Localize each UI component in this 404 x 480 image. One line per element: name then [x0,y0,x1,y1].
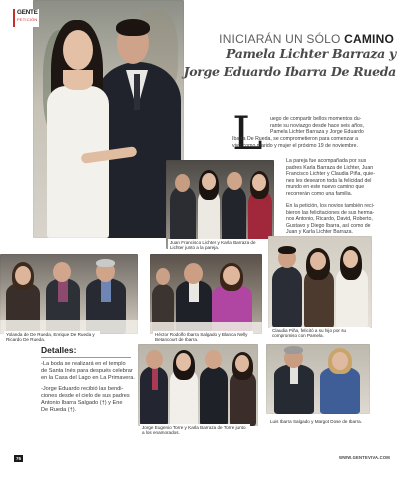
kicker-bold: CAMINO [344,32,394,46]
photo-hector-blanca [150,254,262,334]
details-line: ciones desde el cielo de sus padres [41,393,130,399]
paragraph-1b [232,136,396,149]
p1-line: Pamela Lichter Barraza y Jorge Eduardo [270,129,364,136]
p2-line: La pareja fue acompañada por sus [286,158,367,164]
details-divider [41,357,131,358]
photo-claudia-son [268,236,372,328]
details-line: -Jorge Eduardo recibió las bendi- [41,386,124,392]
couple-names-line2: Jorge Eduardo Ibarra De Rueda [183,64,396,79]
paragraph-3 [286,203,396,236]
p1-line: rante su noviazgo desde hace seis años, [270,122,365,129]
paragraph-1a [270,116,396,136]
caption-jorge: Jorge Eugenio Torre y Karla Barraza de Torre junto a los enamorados. [140,424,250,437]
photo-jorge-karla [138,344,258,426]
p2-line: Francisco Lichter y Claudia Piña, quie- [286,171,375,178]
caption-claudia: Claudia Piña, felicitó a su hijo por su compromiso con Pamela. [270,327,370,340]
p2-line: padres Karla Barraza de Lichter, Juan [286,164,374,171]
paragraph-2 [286,158,396,198]
details-title: Detalles: [41,345,77,355]
p2-line: recorrerán como una familia. [286,190,353,197]
details-item-2 [41,386,137,414]
main-couple-photo [33,0,184,238]
logo-title: GENTE [17,9,38,16]
photo-parents-with-couple [166,160,274,249]
details-line: de Santa Inés para después celebrar [41,368,133,374]
details-item-1 [41,361,137,382]
p1-line: vivir como marido y mujer el próximo 19 de noviembre. [232,142,358,149]
page-number: 76 [16,456,22,461]
magazine-website: WWW.GENTEVIVA.COM [338,455,390,460]
caption-parents: Juan Francisco Lichter y Karla Barraza de Lichter junto a la pareja. [168,239,268,252]
p2-line: nes les desearon toda la felicidad del [286,177,372,184]
p1-line: Ibarra De Rueda, se comprometieron para comenzar a [232,136,359,142]
p2-line: mundo en este nuevo camino que [286,184,365,191]
article-kicker [208,32,394,46]
p3-line: En la petición, los novios también reci- [286,203,375,209]
kicker-light: INICIARÁN UN SÓLO [219,32,341,46]
caption-yolanda: Yolanda de De Rueda, Enrique De Rueda y Ricardo De Rueda. [4,331,100,344]
details-line: en la Casa del Lago en La Primavera. [41,375,135,381]
p3-line: Gustavo y Diego Ibarra, así como de [286,222,371,229]
caption-hector: Héctor Rodolfo Ibarra Salgado y Blanca Nelly Betancourt de Ibarra. [153,331,253,344]
p3-line: Juan y Karla Lichter Barraza. [286,229,353,236]
p1-line: uego de compartir bellos momentos du- [270,116,362,122]
details-line: De Rueda (†). [41,407,77,413]
couple-names-line1: Pamela Lichter Barraza y [226,46,396,61]
photo-luis-margot [266,344,370,414]
p3-line: bieron las felicitaciones de sus herma- [286,209,375,216]
drop-cap: L [232,106,263,160]
details-line: Antonio Ibarra Salgado (†) y Ene [41,400,123,406]
p3-line: nos Antonio, Ricardo, David, Roberto, [286,216,373,223]
photo-yolanda-enrique-ricardo [0,254,138,334]
caption-luis: Luis Ibarra Salgado y Margot Dose de Ibarra. [268,418,368,425]
logo-subtitle: PETICIÓN [17,17,38,22]
magazine-logo [13,9,39,27]
details-line: -La boda se realizará en el templo [41,361,126,367]
